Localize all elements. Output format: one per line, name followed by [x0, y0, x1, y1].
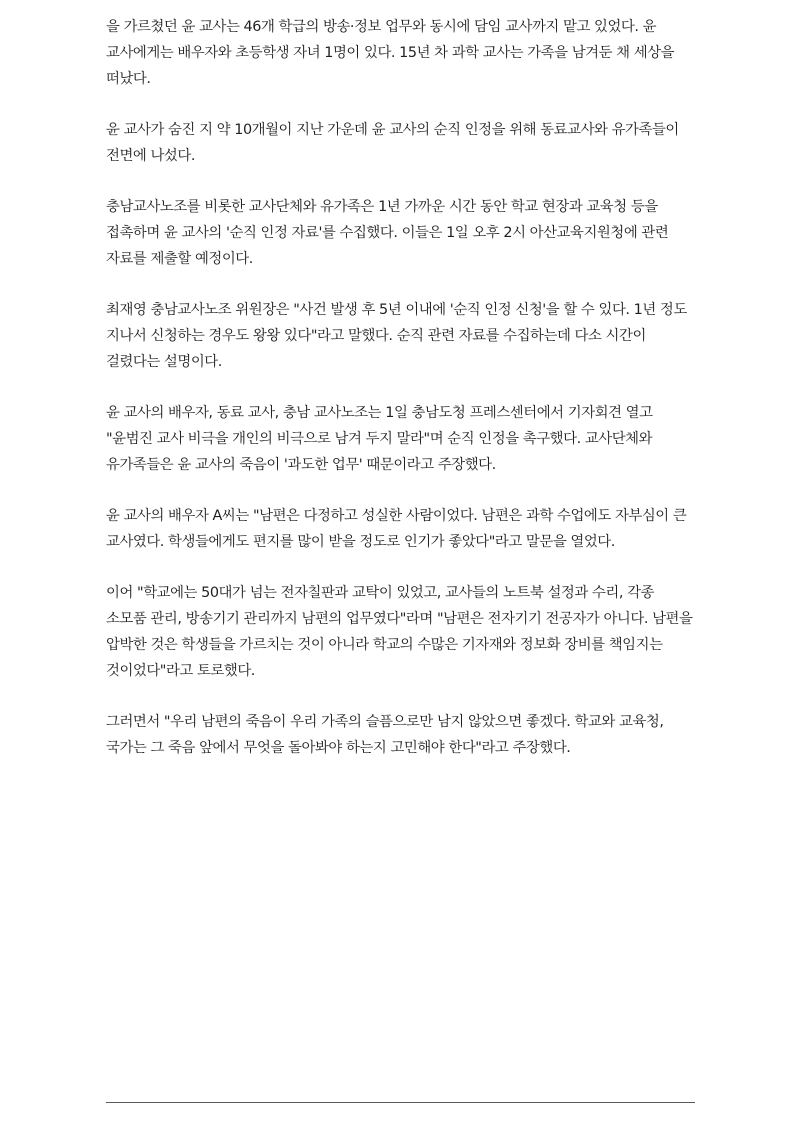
footer-divider	[106, 1102, 695, 1103]
paragraph-7: 이어 "학교에는 50대가 넘는 전자칠판과 교탁이 있었고, 교사들의 노트북 설정과 수리, 각종 소모품 관리, 방송기기 관리까지 남편의 업무였다"라며 "남편은 전자기기 전공자가 아니다. 남편을 압박한 것은 학생들을 가르치는 것이 아니라 학교의 수많은 기자재와 정보화 장비를 책임지는 것이었다"라고 토로했다.	[106, 585, 693, 679]
paragraph-5: 윤 교사의 배우자, 동료 교사, 충남 교사노조는 1일 충남도청 프레스센터에서 기자회견 열고 "윤범진 교사 비극을 개인의 비극으로 남겨 두지 말라"며 순직 인정을 촉구했다. 교사단체와 유가족들은 윤 교사의 죽음이 '과도한 업무' 때문이라고 주장했다.	[106, 405, 653, 473]
paragraph-8: 그러면서 "우리 남편의 죽음이 우리 가족의 슬픔으로만 남지 않았으면 좋겠다. 학교와 교육청, 국가는 그 죽음 앞에서 무엇을 돌아봐야 하는지 고민해야 한다"라고 주장했다.	[106, 714, 664, 756]
article-body	[106, 14, 696, 786]
paragraph-2: 윤 교사가 숨진 지 약 10개월이 지난 가운데 윤 교사의 순직 인정을 위해 동료교사와 유가족들이 전면에 나섰다.	[106, 122, 679, 164]
paragraph-3: 충남교사노조를 비롯한 교사단체와 유가족은 1년 가까운 시간 동안 학교 현장과 교육청 등을 접촉하며 윤 교사의 '순직 인정 자료'를 수집했다. 이들은 1일 오후 2시 아산교육지원청에 관련 자료를 제출할 예정이다.	[106, 199, 669, 267]
paragraph-1: 을 가르쳤던 윤 교사는 46개 학급의 방송·정보 업무와 동시에 담임 교사까지 맡고 있었다. 윤 교사에게는 배우자와 초등학생 자녀 1명이 있다. 15년 차 과학 교사는 가족을 남겨둔 채 세상을 떠났다.	[106, 19, 675, 87]
paragraph-6: 윤 교사의 배우자 A씨는 "남편은 다정하고 성실한 사람이었다. 남편은 과학 수업에도 자부심이 큰 교사였다. 학생들에게도 편지를 많이 받을 정도로 인기가 좋았다"라고 말문을 열었다.	[106, 508, 687, 550]
paragraph-4: 최재영 충남교사노조 위원장은 "사건 발생 후 5년 이내에 '순직 인정 신청'을 할 수 있다. 1년 정도 지나서 신청하는 경우도 왕왕 있다"라고 말했다. 순직 관련 자료를 수집하는데 다소 시간이 걸렸다는 설명이다.	[106, 302, 687, 370]
